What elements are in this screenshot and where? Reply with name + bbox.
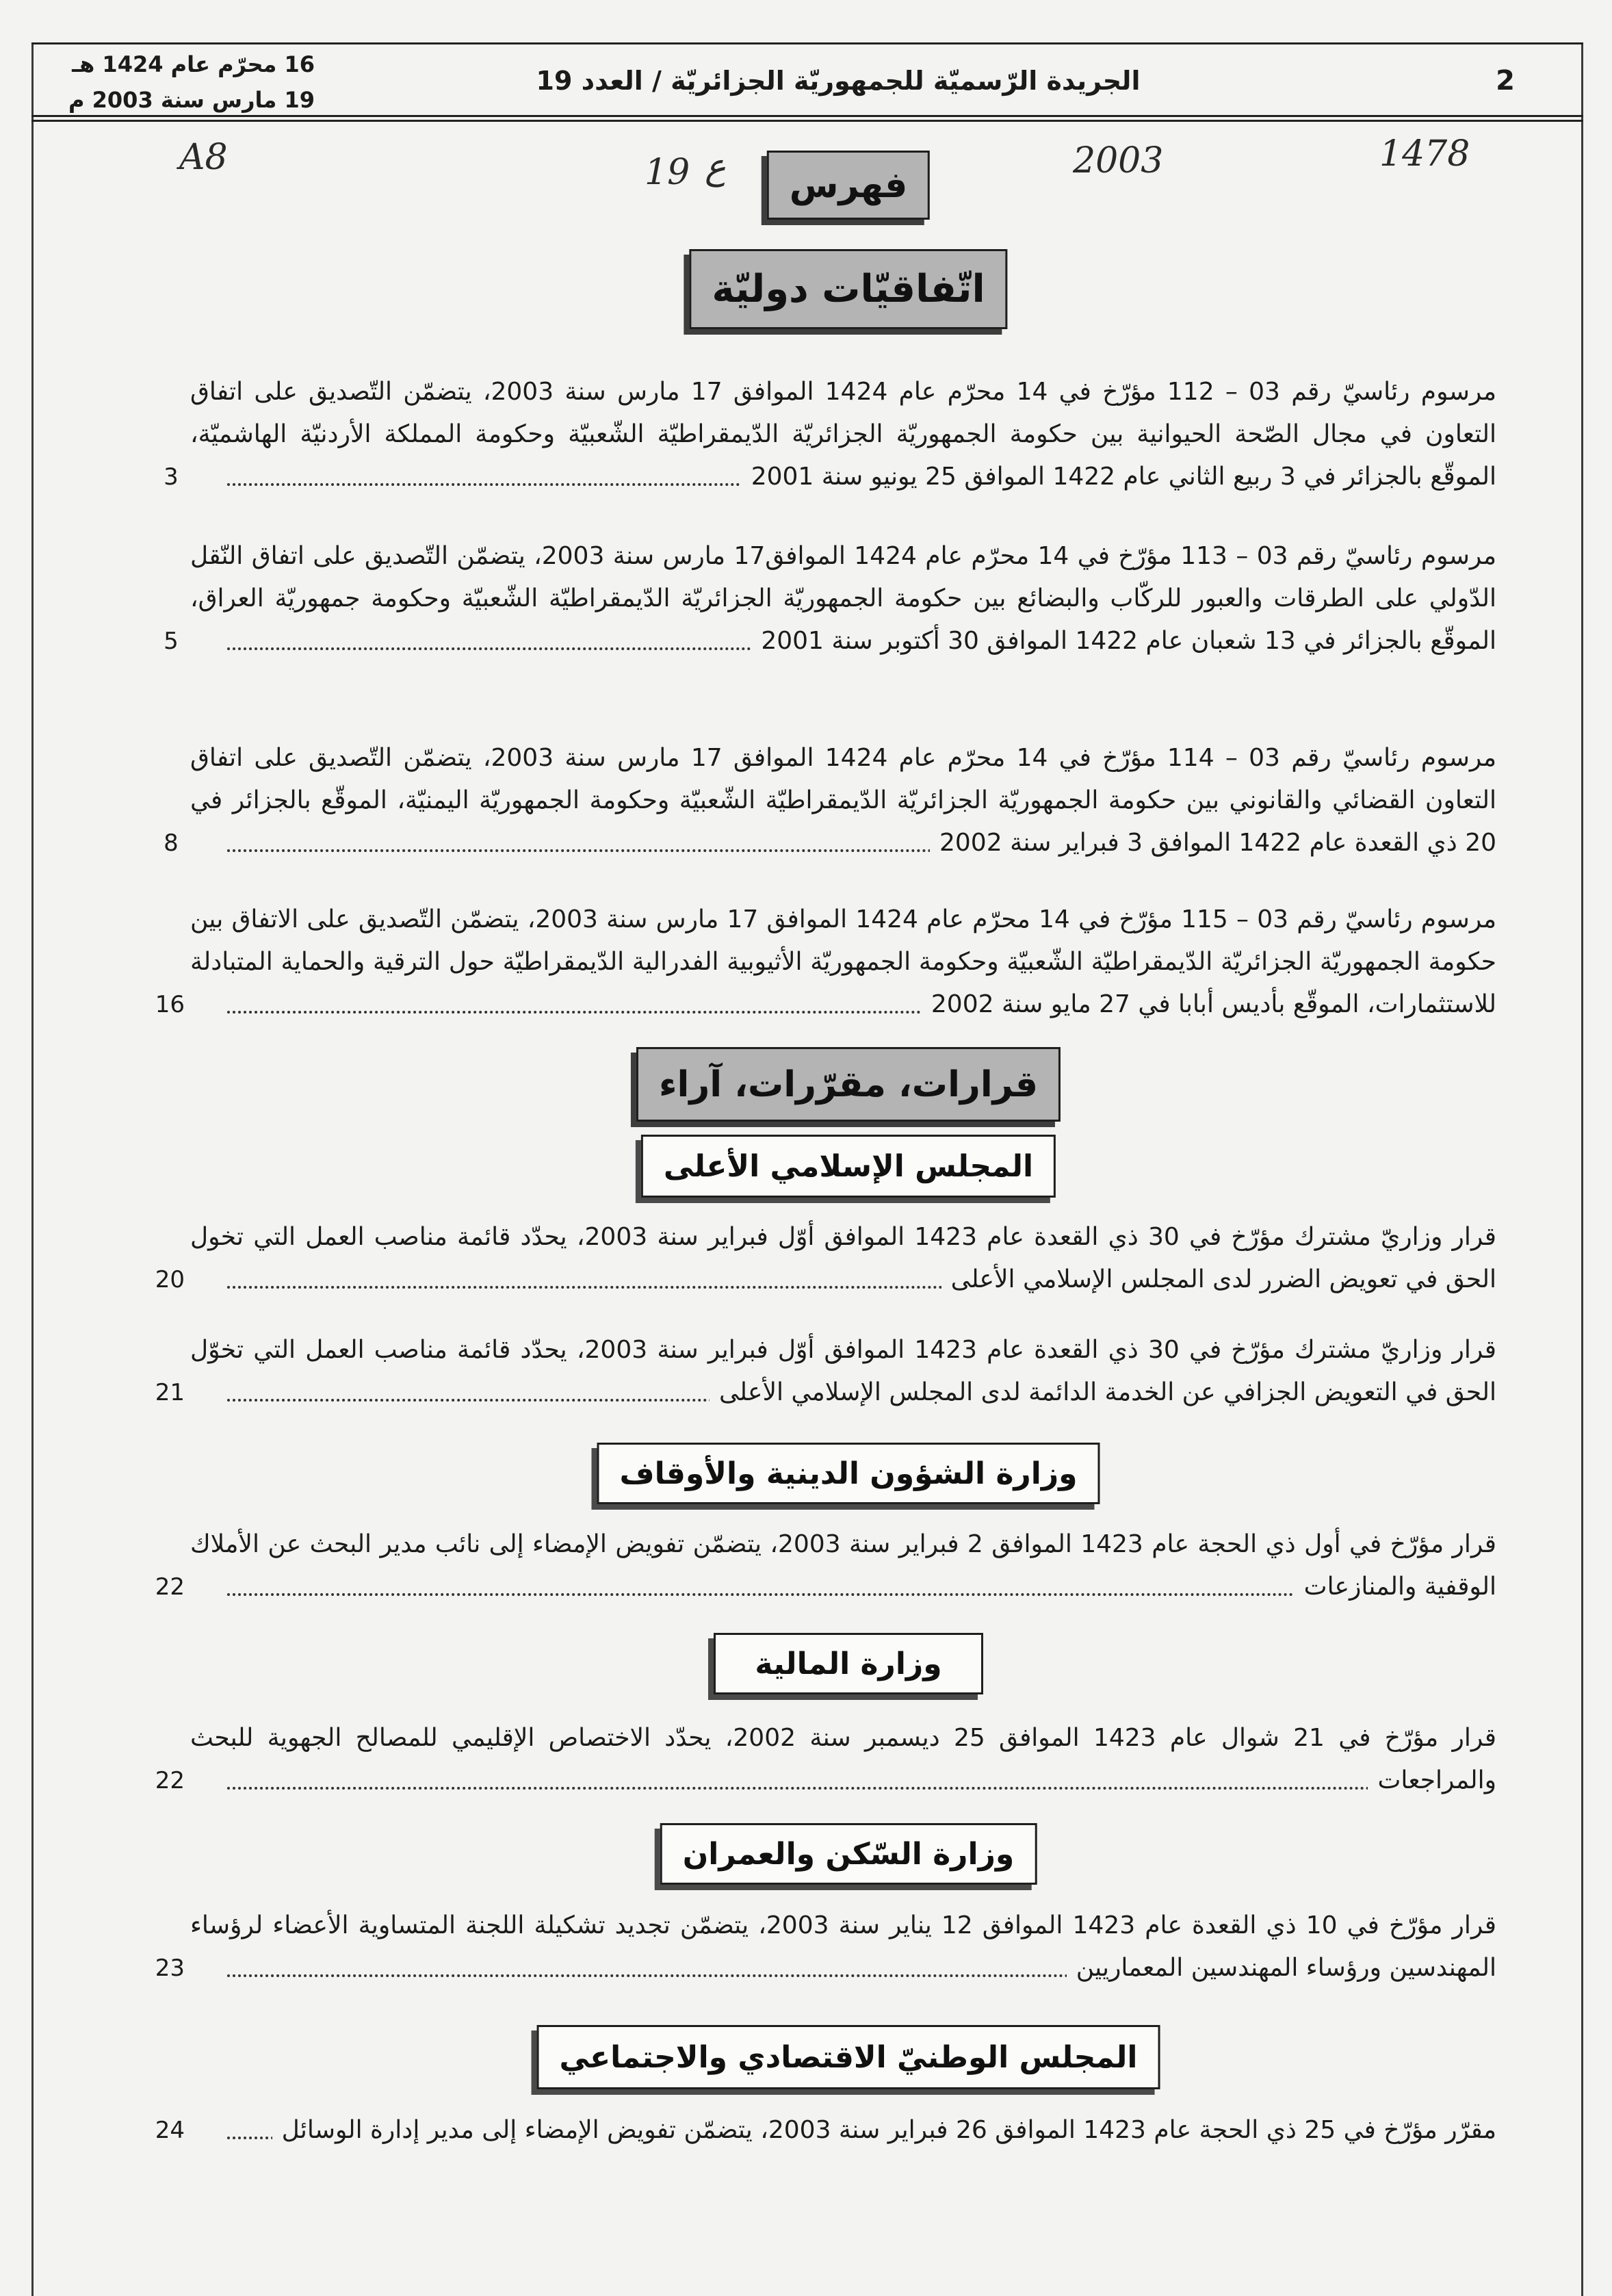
toc-entry bbox=[164, 535, 1497, 662]
entry-description: مرسوم رئاسيّ رقم 03 – 115 مؤرّخ في 14 محرّم عام 1424 الموافق 17 مارس سنة 2003، يتضمّن التّصديق على الاتفاق بين حكومة الجمهوريّة الجزائريّة الدّيمقراطيّة الشّعبيّة وحكومة الجمهوريّة الأثيوبية الفدرالية الدّيمقراطيّة حول الترقية والحماية المتبادلة للاستثمارات، الموقّع بأديس أبابا في 27 مايو سنة 2002 bbox=[190, 905, 1496, 1018]
handwritten-issue-number: 19 bbox=[645, 152, 690, 193]
entry-page-number: 16 bbox=[155, 991, 185, 1018]
entry-paragraph bbox=[190, 1329, 1496, 1414]
entry-description: قرار وزاريّ مشترك مؤرّخ في 30 ذي القعدة عام 1423 الموافق أوّل فبراير سنة 2003، يحدّد قائمة مناصب العمل التي تخول الحق في تعويض الضرر لدى المجلس الإسلامي الأعلى bbox=[190, 1223, 1496, 1293]
toc-entry bbox=[155, 1329, 1496, 1414]
toc-entry bbox=[155, 1717, 1496, 1802]
entry-page-number: 3 bbox=[164, 463, 179, 491]
gazette-title: الجريدة الرّسميّة للجمهوريّة الجزائريّة / العدد 19 bbox=[536, 66, 1141, 96]
date-gregorian: 19 مارس سنة 2003 م bbox=[68, 87, 315, 113]
entry-page-number: 20 bbox=[155, 1266, 185, 1293]
entry-paragraph bbox=[190, 535, 1496, 662]
group-title-economic-council: المجلس الوطنيّ الاقتصادي والاجتماعي bbox=[537, 2025, 1160, 2089]
issue-dates bbox=[41, 47, 315, 118]
toc-entry bbox=[164, 737, 1496, 864]
toc-entry bbox=[155, 1905, 1496, 1989]
entry-page-number: 5 bbox=[164, 628, 179, 655]
entry-description: قرار مؤرّخ في 10 ذي القعدة عام 1423 الموافق 12 يناير سنة 2003، يتضمّن تجديد تشكيلة اللجنة المتساوية الأعضاء لرؤساء المهندسين ورؤساء المهندسين المعماريين bbox=[190, 1911, 1496, 1982]
entry-paragraph bbox=[190, 1216, 1496, 1301]
entry-page-number: 22 bbox=[155, 1573, 185, 1601]
toc-entry bbox=[155, 899, 1496, 1026]
group-title-finance: وزارة المالية bbox=[714, 1633, 983, 1694]
entry-page-number: 8 bbox=[164, 829, 179, 857]
entry-description: مرسوم رئاسيّ رقم 03 – 114 مؤرّخ في 14 محرّم عام 1424 الموافق 17 مارس سنة 2003، يتضمّن التّصديق على اتفاق التعاون القضائي والقانوني بين حكومة الجمهوريّة الجزائريّة الدّيمقراطيّة الشّعبيّة وحكومة الجمهوريّة اليمنيّة، الموقّع بالجزائر في 20 ذي القعدة عام 1422 الموافق 3 فبراير سنة 2002 bbox=[190, 744, 1496, 857]
toc-entry bbox=[155, 2109, 1496, 2152]
toc-entry bbox=[155, 1523, 1496, 1608]
date-hijri: 16 محرّم عام 1424 هـ bbox=[72, 51, 315, 77]
toc-entry bbox=[155, 1216, 1496, 1301]
entry-paragraph bbox=[190, 1523, 1496, 1608]
section-title-decisions: قرارات، مقرّرات، آراء bbox=[636, 1047, 1061, 1122]
entry-page-number: 23 bbox=[155, 1955, 185, 1982]
entry-page-number: 22 bbox=[155, 1767, 185, 1794]
entry-paragraph bbox=[190, 1905, 1496, 1989]
entry-page-number: 24 bbox=[155, 2117, 185, 2144]
page-number: 2 bbox=[1496, 65, 1515, 96]
group-title-islamic-council: المجلس الإسلامي الأعلى bbox=[641, 1135, 1056, 1198]
handwritten-issue-letter: ع bbox=[705, 146, 727, 188]
index-title: فهرس bbox=[767, 151, 930, 220]
entry-paragraph bbox=[190, 1717, 1496, 1802]
handwritten-year: 2003 bbox=[1073, 140, 1164, 181]
entry-page-number: 21 bbox=[155, 1379, 185, 1406]
group-title-housing: وزارة السّكن والعمران bbox=[660, 1823, 1037, 1885]
handwritten-reference: 1478 bbox=[1379, 133, 1470, 175]
entry-description: قرار مؤرّخ في أول ذي الحجة عام 1423 الموافق 2 فبراير سنة 2003، يتضمّن تفويض الإمضاء إلى نائب مدير البحث عن الأملاك الوقفية والمنازعات bbox=[190, 1530, 1496, 1601]
section-title-agreements: اتّفاقيّات دوليّة bbox=[689, 249, 1007, 329]
entry-description: مرسوم رئاسيّ رقم 03 – 112 مؤرّخ في 14 محرّم عام 1424 الموافق 17 مارس سنة 2003، يتضمّن التّصديق على اتفاق التعاون في مجال الصّحة الحيوانية بين حكومة الجمهوريّة الجزائريّة الدّيمقراطيّة الشّعبيّة وحكومة المملكة الأردنيّة الهاشميّة، الموقّع بالجزائر في 3 ربيع الثاني عام 1422 الموافق 25 يونيو سنة 2001 bbox=[190, 378, 1496, 491]
leader-dots bbox=[227, 1787, 1496, 1790]
entry-description: مرسوم رئاسيّ رقم 03 – 113 مؤرّخ في 14 محرّم عام 1424 الموافق17 مارس سنة 2003، يتضمّن التّصديق على اتفاق النّقل الدّولي على الطرقات والعبور للركّاب والبضائع بين حكومة الجمهوريّة الجزائريّة الدّيمقراطيّة الشّعبيّة وحكومة جمهوريّة العراق، الموقّع بالجزائر في 13 شعبان عام 1422 الموافق 30 أكتوبر سنة 2001 bbox=[190, 542, 1497, 655]
entry-description: قرار مؤرّخ في 21 شوال عام 1423 الموافق 25 ديسمبر سنة 2002، يحدّد الاختصاص الإقليمي للمصالح الجهوية للبحث والمراجعات bbox=[190, 1724, 1496, 1794]
entry-description: قرار وزاريّ مشترك مؤرّخ في 30 ذي القعدة عام 1423 الموافق أوّل فبراير سنة 2003، يحدّد قائمة مناصب العمل التي تخوّل الحق في التعويض الجزافي عن الخدمة الدائمة لدى المجلس الإسلامي الأعلى bbox=[190, 1336, 1496, 1406]
entry-paragraph bbox=[190, 371, 1496, 498]
entry-description: مقرّر مؤرّخ في 25 ذي الحجة عام 1423 الموافق 26 فبراير سنة 2003، يتضمّن تفويض الإمضاء إلى مدير إدارة الوسائل bbox=[272, 2116, 1496, 2144]
entry-paragraph bbox=[190, 899, 1496, 1026]
toc-entry bbox=[164, 371, 1496, 498]
group-title-religious-affairs: وزارة الشؤون الدينية والأوقاف bbox=[597, 1443, 1100, 1504]
handwritten-mark: A8 bbox=[179, 137, 228, 178]
entry-paragraph bbox=[190, 2109, 1496, 2152]
entry-paragraph bbox=[190, 737, 1496, 864]
